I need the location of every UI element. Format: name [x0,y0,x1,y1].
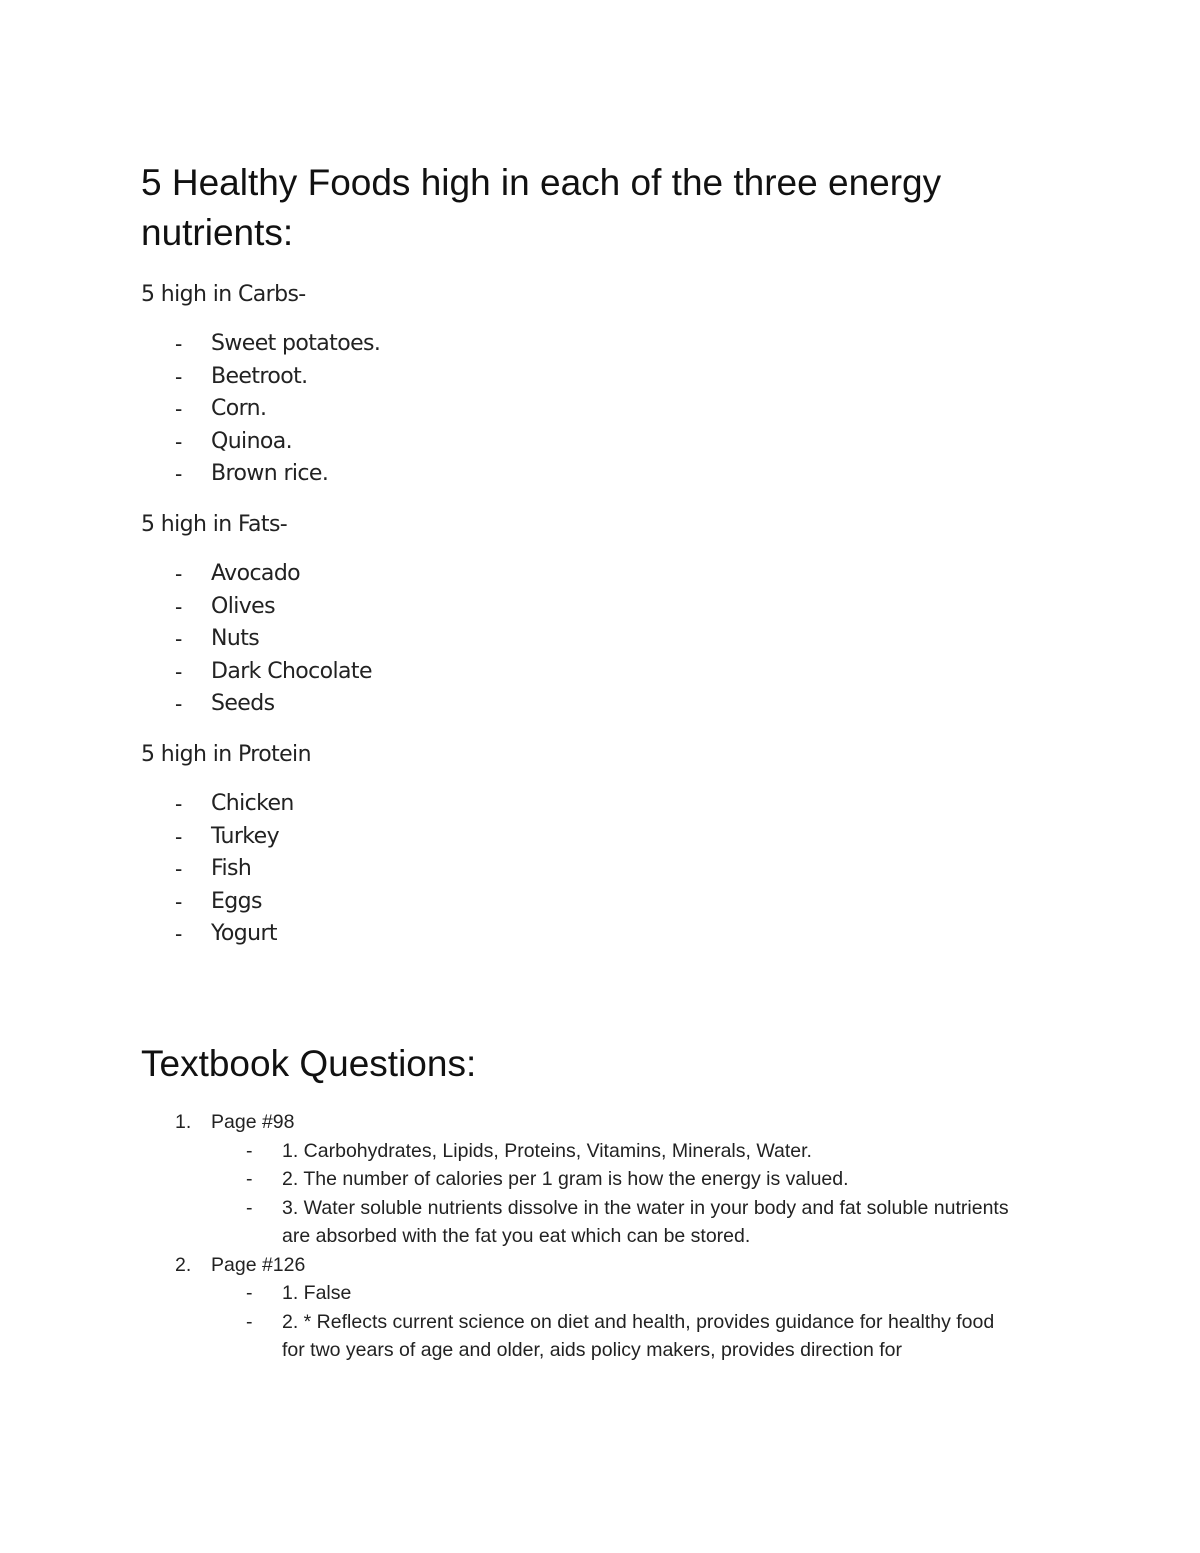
list-item [175,853,294,886]
dash-bullet: - [246,1310,253,1333]
list-item [175,591,372,624]
answer-list [211,1137,1041,1251]
food-name: Eggs [211,888,262,914]
question-number: 1. [175,1111,192,1133]
textbook-heading: Textbook Questions: [141,1043,477,1084]
list-item [175,328,380,361]
list-item [175,788,294,821]
answer-item [211,1165,1022,1194]
answer-text: 2. * Reflects current science on diet and health, provides guidance for healthy food for two years of age and older, aids policy makers, provides direction for [282,1310,995,1361]
answer-text: 1. Carbohydrates, Lipids, Proteins, Vitamins, Minerals, Water. [282,1139,812,1162]
fats-heading: 5 high in Fats- [141,512,288,537]
fats-list [175,558,372,721]
dash-bullet: - [175,888,182,914]
page-title: 5 Healthy Foods high in each of the three energy nutrients: [141,162,942,253]
food-name: Fish [211,856,252,881]
dash-bullet: - [175,626,182,651]
dash-bullet: - [175,331,182,356]
dash-bullet: - [246,1196,253,1219]
list-item [175,393,380,426]
answer-text: 2. The number of calories per 1 gram is how the energy is valued. [282,1168,849,1190]
dash-bullet: - [175,658,182,684]
dash-bullet: - [175,461,182,486]
carbs-list [175,328,380,491]
dash-bullet: - [246,1139,253,1162]
question-item [141,1108,1041,1251]
question-list [141,1108,1041,1365]
food-name: Dark Chocolate [211,658,372,684]
protein-list [175,788,294,951]
food-name: Nuts [211,626,260,651]
list-item [175,656,372,689]
dash-bullet: - [175,921,182,946]
answer-text: 3. Water soluble nutrients dissolve in the water in your body and fat soluble nutrients are absorbed with the fat you eat which can be stored. [282,1196,1009,1247]
food-name: Chicken [211,791,294,816]
food-name: Avocado [211,561,301,586]
list-item [175,458,380,491]
list-item [175,688,372,721]
carbs-heading: 5 high in Carbs- [141,282,306,307]
dash-bullet: - [175,561,182,586]
food-name: Corn. [211,396,267,421]
question-page: Page #98 [211,1111,295,1133]
answer-list [211,1279,1041,1365]
dash-bullet: - [175,791,182,816]
list-item [175,886,294,919]
answer-item [211,1308,1022,1365]
food-name: Brown rice. [211,461,329,486]
question-number: 2. [175,1253,192,1276]
dash-bullet: - [175,363,182,389]
list-item [175,821,294,854]
dash-bullet: - [175,856,182,881]
answer-text: 1. False [282,1282,352,1304]
answer-item [211,1137,1022,1166]
food-name: Quinoa. [211,428,293,454]
question-page: Page #126 [211,1253,306,1276]
food-name: Sweet potatoes. [211,331,381,356]
dash-bullet: - [175,593,182,619]
dash-bullet: - [246,1168,253,1190]
list-item [175,558,372,591]
list-item [175,361,380,394]
list-item [175,623,372,656]
list-item [175,918,294,951]
food-name: Olives [211,593,275,619]
dash-bullet: - [246,1282,253,1304]
food-name: Yogurt [211,921,277,946]
dash-bullet: - [175,428,182,454]
food-name: Seeds [211,691,275,716]
dash-bullet: - [175,691,182,716]
answer-item [211,1279,1022,1308]
question-item [141,1251,1041,1365]
food-name: Turkey [211,823,279,849]
list-item [175,426,380,459]
food-name: Beetroot. [211,363,308,389]
answer-item [211,1194,1022,1251]
dash-bullet: - [175,396,182,421]
dash-bullet: - [175,823,182,849]
protein-heading: 5 high in Protein [141,742,311,767]
